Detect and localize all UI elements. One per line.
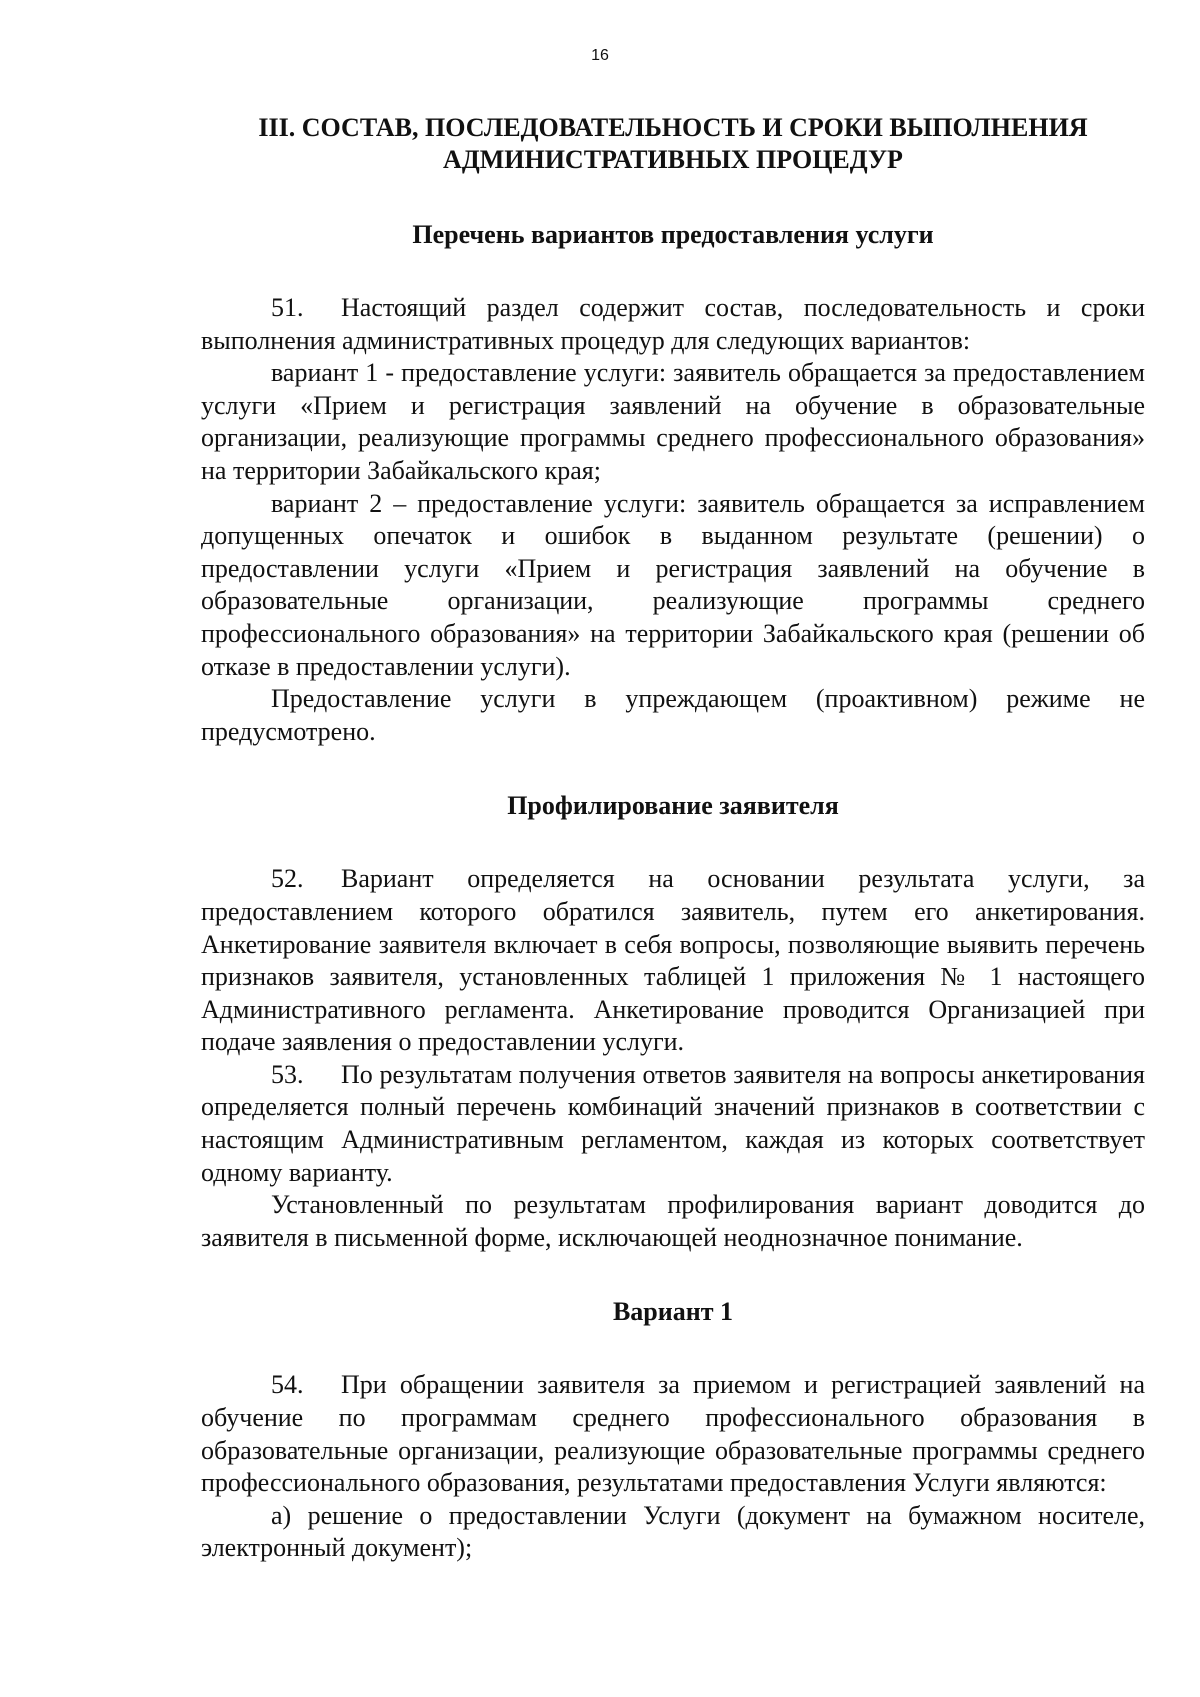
paragraph-53-number: 53.	[271, 1059, 304, 1089]
paragraph-variant-2: вариант 2 – предоставление услуги: заявитель обращается за исправлением допущенных опечаток и ошибок в выданном результате (решении) о предоставлении услуги «Прием и регистрация заявлений на обучение в образовательные организации, реализующие программы среднего профессионального образования» на территории Забайкальского края (решении об отказе в предоставлении услуги).	[201, 488, 1145, 681]
paragraph-item-a: а) решение о предоставлении Услуги (документ на бумажном носителе, электронный документ);	[201, 1500, 1145, 1563]
paragraph-51	[201, 292, 1145, 357]
paragraph-51-text: Настоящий раздел содержит состав, последовательность и сроки выполнения административных процедур для следующих вариантов:	[201, 293, 1145, 355]
section-title	[201, 112, 1145, 176]
subheading-variant-1: Вариант 1	[612, 1297, 734, 1327]
section-title-line-1: III. СОСТАВ, ПОСЛЕДОВАТЕЛЬНОСТЬ И СРОКИ ВЫПОЛНЕНИЯ	[258, 113, 1088, 142]
paragraph-53-text: По результатам получения ответов заявителя на вопросы анкетирования определяется полный перечень комбинаций значений признаков в соответствии с настоящим Административным регламентом, каждая из которых соответствует одному варианту.	[201, 1059, 1145, 1187]
paragraph-established-variant: Установленный по результатам профилирования вариант доводится до заявителя в письменной форме, исключающей неоднозначное понимание.	[201, 1190, 1145, 1252]
document-body	[201, 112, 1145, 1565]
paragraph-51-number: 51.	[271, 293, 304, 322]
paragraph-proactive: Предоставление услуги в упреждающем (проактивном) режиме не предусмотрено.	[201, 684, 1145, 746]
subheading-applicant-profiling: Профилирование заявителя	[507, 791, 839, 821]
paragraph-54-text: При обращении заявителя за приемом и регистрацией заявлений на обучение по программам среднего профессионального образования в образовательные организации, реализующие образовательные программы среднего профессионального образования, результатами предоставления Услуги являются:	[201, 1370, 1145, 1498]
section-title-line-2: АДМИНИСТРАТИВНЫХ ПРОЦЕДУР	[443, 145, 903, 174]
paragraph-52	[201, 863, 1145, 1059]
paragraph-53	[201, 1059, 1145, 1189]
subheading-variants-list: Перечень вариантов предоставления услуги	[412, 220, 934, 249]
page-number: 16	[591, 47, 609, 64]
paragraph-52-text: Вариант определяется на основании результата услуги, за предоставлением которого обратился заявитель, путем его анкетирования. Анкетирование заявителя включает в себя вопросы, позволяющие выявить перечень признаков заявителя, установленных таблицей 1 приложения № 1 настоящего Административного регламента. Анкетирование проводится Организацией при подаче заявления о предоставлении услуги.	[201, 864, 1145, 1057]
paragraph-54-number: 54.	[271, 1370, 304, 1400]
paragraph-52-number: 52.	[271, 864, 304, 894]
paragraph-variant-1: вариант 1 - предоставление услуги: заявитель обращается за предоставлением услуги «Прием и регистрация заявлений на обучение в образовательные организации, реализующие программы среднего профессионального образования» на территории Забайкальского края;	[201, 358, 1145, 485]
paragraph-54	[201, 1369, 1145, 1499]
